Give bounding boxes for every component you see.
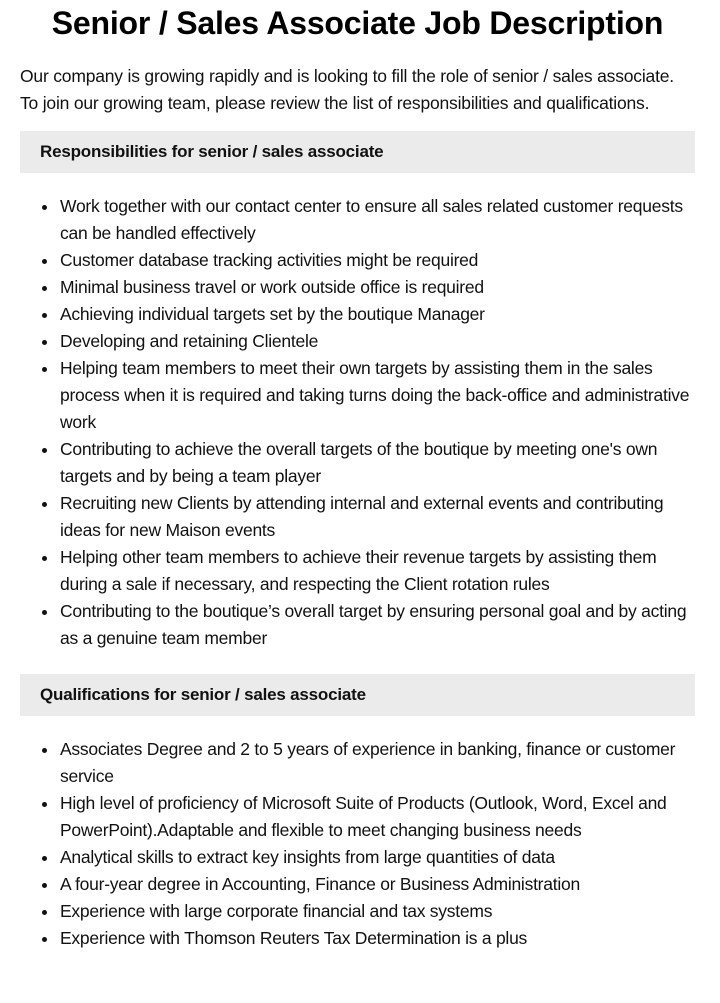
list-item: High level of proficiency of Microsoft Suite of Products (Outlook, Word, Excel and PowerPoint).Adaptable and flexible to meet changing business needs: [60, 790, 695, 844]
responsibilities-list: [20, 193, 695, 652]
list-item: Recruiting new Clients by attending internal and external events and contributing ideas for new Maison events: [60, 490, 695, 544]
list-item: Helping other team members to achieve their revenue targets by assisting them during a sale if necessary, and respecting the Client rotation rules: [60, 544, 695, 598]
list-item: Minimal business travel or work outside office is required: [60, 274, 695, 301]
list-item: Contributing to achieve the overall targets of the boutique by meeting one's own targets and by being a team player: [60, 436, 695, 490]
page-title: Senior / Sales Associate Job Description: [51, 5, 664, 41]
list-item: Achieving individual targets set by the boutique Manager: [60, 301, 695, 328]
list-item: Experience with large corporate financial and tax systems: [60, 898, 695, 925]
intro-paragraph: Our company is growing rapidly and is looking to fill the role of senior / sales associate. To join our growing team, please review the list of responsibilities and qualifications.: [20, 66, 674, 113]
list-item: Contributing to the boutique’s overall target by ensuring personal goal and by acting as a genuine team member: [60, 598, 695, 652]
list-item: Analytical skills to extract key insights from large quantities of data: [60, 844, 695, 871]
qualifications-list: [20, 736, 695, 952]
list-item: A four-year degree in Accounting, Finance or Business Administration: [60, 871, 695, 898]
list-item: Experience with Thomson Reuters Tax Determination is a plus: [60, 925, 695, 952]
responsibilities-heading: Responsibilities for senior / sales associate: [40, 142, 384, 161]
list-item: Helping team members to meet their own targets by assisting them in the sales process when it is required and taking turns doing the back-office and administrative work: [60, 355, 695, 436]
qualifications-heading: Qualifications for senior / sales associate: [40, 685, 366, 704]
list-item: Developing and retaining Clientele: [60, 328, 695, 355]
list-item: Customer database tracking activities might be required: [60, 247, 695, 274]
responsibilities-section-header: [20, 131, 695, 173]
list-item: Work together with our contact center to ensure all sales related customer requests can be handled effectively: [60, 193, 695, 247]
qualifications-section-header: [20, 674, 695, 716]
list-item: Associates Degree and 2 to 5 years of experience in banking, finance or customer service: [60, 736, 695, 790]
